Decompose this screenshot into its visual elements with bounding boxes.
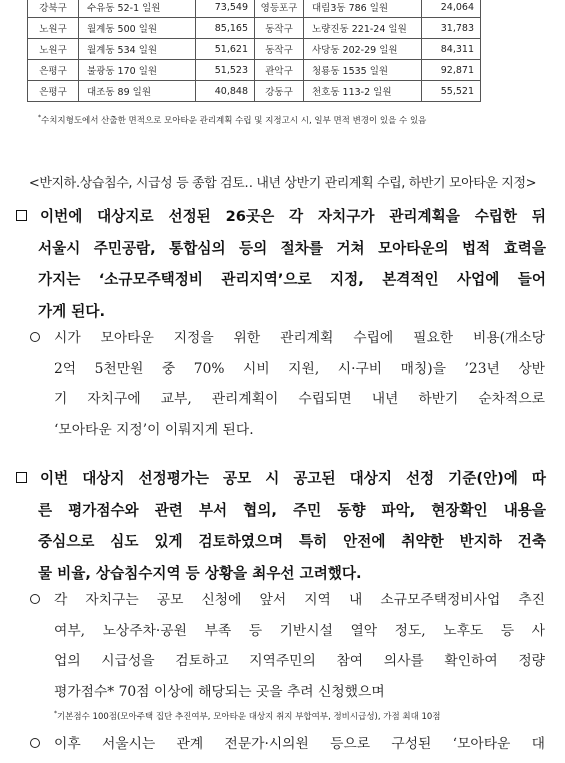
sub-line: ‘모아타운 지정’이 이뤄지게 된다. bbox=[54, 421, 254, 438]
circle-bullet-icon bbox=[30, 738, 40, 748]
table-row bbox=[28, 0, 481, 18]
district-cell: 강북구 bbox=[28, 0, 79, 18]
district-cell: 강동구 bbox=[255, 81, 304, 102]
district-cell: 은평구 bbox=[28, 81, 79, 102]
district-cell: 동작구 bbox=[255, 39, 304, 60]
sub-line: 시가 모아타운 지정을 위한 관리계획 수립에 필요한 비용(개소당 bbox=[54, 330, 545, 346]
footnote-text: 수치지형도에서 산출한 면적으로 모아타운 관리계획 수립 및 지정고시 시, 일부 면적 변경이 있을 수 있음 bbox=[41, 116, 427, 126]
sub-line: 평가점수* 70점 이상에 해당되는 곳을 추려 신청했으며 bbox=[54, 683, 385, 700]
square-bullet-icon bbox=[16, 472, 27, 483]
paragraph-line: 이번에 대상지로 선정된 26곳은 각 자치구가 관리계획을 수립한 뒤 bbox=[40, 208, 546, 225]
district-cell: 영등포구 bbox=[255, 0, 304, 18]
area-cell: 92,871 bbox=[422, 60, 481, 81]
district-cell: 동작구 bbox=[255, 18, 304, 39]
sub-line: 각 자치구는 공모 신청에 앞서 지역 내 소규모주택정비사업 추진 bbox=[54, 592, 545, 608]
footnote-text: 기본점수 100점(모아주택 집단 추진여부, 모아타운 대상지 취지 부합여부, 정비시급성), 가점 최대 10점 bbox=[57, 712, 441, 722]
location-cell: 불광동 170 일원 bbox=[79, 60, 196, 81]
square-bullet-icon bbox=[16, 210, 27, 221]
paragraph-line: 서울시 주민공람, 통합심의 등의 절차를 거쳐 모아타운의 법적 효력을 bbox=[38, 239, 546, 257]
sub-line: 업의 시급성을 검토하고 지역주민의 참여 의사를 확인하여 정량 bbox=[54, 653, 545, 670]
circle-bullet-icon bbox=[30, 594, 40, 604]
area-cell: 24,064 bbox=[422, 0, 481, 18]
table-row bbox=[28, 81, 481, 102]
location-cell: 대조동 89 일원 bbox=[79, 81, 196, 102]
location-cell: 월계동 534 일원 bbox=[79, 39, 196, 60]
table-row bbox=[28, 39, 481, 60]
table-row bbox=[28, 60, 481, 81]
paragraph-line: 가지는 ‘소규모주택정비 관리지역’으로 지정, 본격적인 사업에 들어 bbox=[38, 271, 546, 288]
area-cell: 55,521 bbox=[422, 81, 481, 102]
area-cell: 85,165 bbox=[196, 18, 255, 39]
district-cell: 관악구 bbox=[255, 60, 304, 81]
area-cell: 40,848 bbox=[196, 81, 255, 102]
area-cell: 51,523 bbox=[196, 60, 255, 81]
sub-line: 이후 서울시는 관계 전문가·시의원 등으로 구성된 ‘모아타운 대 bbox=[54, 736, 545, 752]
circle-bullet-icon bbox=[30, 332, 40, 342]
paragraph-3-sub bbox=[30, 729, 545, 760]
paragraph-2 bbox=[16, 463, 546, 589]
location-cell: 노량진동 221-24 일원 bbox=[304, 18, 422, 39]
sub-line: 기 자치구에 교부, 관리계획이 수립되면 내년 하반기 순차적으로 bbox=[54, 391, 545, 408]
location-cell: 수유동 52-1 일원 bbox=[79, 0, 196, 18]
paragraph-2-sub bbox=[30, 585, 545, 707]
paragraph-line: 물 비율, 상습침수지역 등 상황을 최우선 고려했다. bbox=[38, 564, 362, 582]
section-subheading: <반지하․상습침수, 시급성 등 종합 검토‥ 내년 상반기 관리계획 수립, 하반기 모아타운 지정> bbox=[28, 176, 537, 191]
table-footnote bbox=[38, 114, 426, 126]
district-cell: 노원구 bbox=[28, 39, 79, 60]
location-cell: 천호동 113-2 일원 bbox=[304, 81, 422, 102]
area-cell: 84,311 bbox=[422, 39, 481, 60]
paragraph-1 bbox=[16, 201, 546, 327]
district-cell: 은평구 bbox=[28, 60, 79, 81]
footnote-mark: * bbox=[54, 710, 57, 718]
sub-line: 2억 5천만원 중 70% 시비 지원, 시·구비 매칭)을 ’23년 상반 bbox=[54, 360, 545, 377]
site-table bbox=[27, 0, 481, 102]
location-cell: 사당동 202-29 일원 bbox=[304, 39, 422, 60]
table-row bbox=[28, 18, 481, 39]
paragraph-line: 이번 대상지 선정평가는 공모 시 공고된 대상지 선정 기준(안)에 따 bbox=[40, 470, 546, 487]
paragraph-1-sub bbox=[30, 323, 545, 445]
location-cell: 대림3동 786 일원 bbox=[304, 0, 422, 18]
area-cell: 51,621 bbox=[196, 39, 255, 60]
sub-line: 여부, 노상주차·공원 부족 등 기반시설 열악 정도, 노후도 등 사 bbox=[54, 622, 545, 639]
location-cell: 월계동 500 일원 bbox=[79, 18, 196, 39]
district-cell: 노원구 bbox=[28, 18, 79, 39]
area-cell: 31,783 bbox=[422, 18, 481, 39]
scoring-footnote bbox=[54, 710, 441, 722]
paragraph-line: 른 평가점수와 관련 부서 협의, 주민 동향 파악, 현장확인 내용을 bbox=[38, 501, 546, 519]
location-cell: 청룡동 1535 일원 bbox=[304, 60, 422, 81]
paragraph-line: 가게 된다. bbox=[38, 302, 106, 320]
footnote-mark: * bbox=[38, 114, 41, 122]
area-cell: 73,549 bbox=[196, 0, 255, 18]
paragraph-line: 중심으로 심도 있게 검토하였으며 특히 안전에 취약한 반지하 건축 bbox=[38, 533, 546, 550]
